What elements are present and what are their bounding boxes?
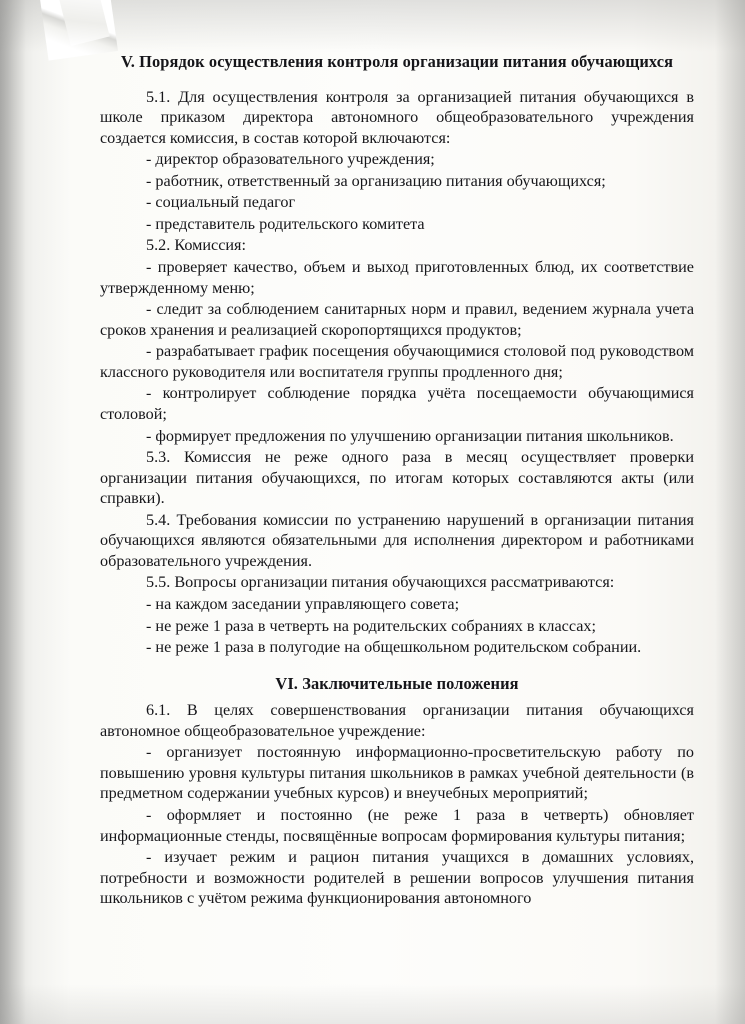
list-item-5-5-a: - на каждом заседании управляющего совета; (146, 595, 460, 613)
page-corner-fold-artifact-inner (58, 0, 109, 46)
paragraph-6-1: 6.1. В целях совершенствования организации питания обучающихся автономное общеобразовательное учреждение: (100, 701, 694, 740)
scan-edge-shadow-bottom (0, 984, 745, 1024)
list-item-5-2-a: - проверяет качество, объем и выход приготовленных блюд, их соответствие утвержденному меню; (100, 258, 694, 297)
scan-edge-shadow-top (0, 0, 745, 52)
paragraph-5-2: 5.2. Комиссия: (146, 236, 246, 255)
scan-edge-shadow-left (0, 0, 26, 1024)
list-item-5-1-a: - директор образовательного учреждения; (146, 150, 435, 169)
list-item-5-5-b: - не реже 1 раза в четверть на родительских собраниях в классах; (146, 616, 597, 635)
list-item-6-1-c: - изучает режим и рацион питания учащихся в домашних условиях, потребности и возможности родителей в решении вопросов улучшения питания школьников с учётом режима функционирования автономного (100, 848, 694, 908)
list-item-5-1-b: - работник, ответственный за организацию питания обучающихся; (146, 171, 606, 190)
list-item-5-1-c: - социальный педагог (146, 193, 296, 212)
section-heading-5: V. Порядок осуществления контроля организации питания обучающихся (120, 52, 674, 71)
paragraph-5-1: 5.1. Для осуществления контроля за организацией питания обучающихся в школе приказом директора автономного общеобразовательного учреждения создается комиссия, в состав которой включаются: (100, 87, 694, 147)
list-item-5-2-d: - контролирует соблюдение порядка учёта посещаемости обучающимися столовой; (100, 384, 694, 423)
list-item-5-1-d: - представитель родительского комитета (146, 214, 425, 233)
list-item-5-2-e: - формирует предложения по улучшению организации питания школьников. (146, 426, 674, 445)
paragraph-5-4: 5.4. Требования комиссии по устранению нарушений в организации питания обучающихся являются обязательными для исполнения директором и работниками образовательного учреждения. (100, 510, 694, 570)
list-item-6-1-b: - оформляет и постоянно (не реже 1 раза в четверть) обновляет информационные стенды, посвящённые вопросам формирования культуры питания; (100, 806, 694, 845)
list-item-5-5-c: - не реже 1 раза в полугодие на общешкольном родительском собрании. (146, 638, 642, 657)
section-heading-6: VI. Заключительные положения (275, 673, 519, 693)
paragraph-5-3: 5.3. Комиссия не реже одного раза в месяц осуществляет проверки организации питания обучающихся, по итогам которых составляются акты (или справки). (100, 448, 694, 508)
document-body (100, 52, 694, 910)
paragraph-5-5: 5.5. Вопросы организации питания обучающихся рассматриваются: (146, 573, 615, 592)
scan-edge-shadow-right (715, 0, 745, 1024)
list-item-5-2-b: - следит за соблюдением санитарных норм и правил, ведением журнала учета сроков хранения и реализацией скоропортящихся продуктов; (100, 300, 694, 339)
list-item-5-2-c: - разрабатывает график посещения обучающимися столовой под руководством классного руководителя или воспитателя группы продленного дня; (100, 342, 694, 381)
list-item-6-1-a: - организует постоянную информационно-просветительскую работу по повышению уровня культуры питания школьников в рамках учебной деятельности (в предметном содержании учебных курсов) и внеучебных мероприятий; (100, 743, 694, 803)
